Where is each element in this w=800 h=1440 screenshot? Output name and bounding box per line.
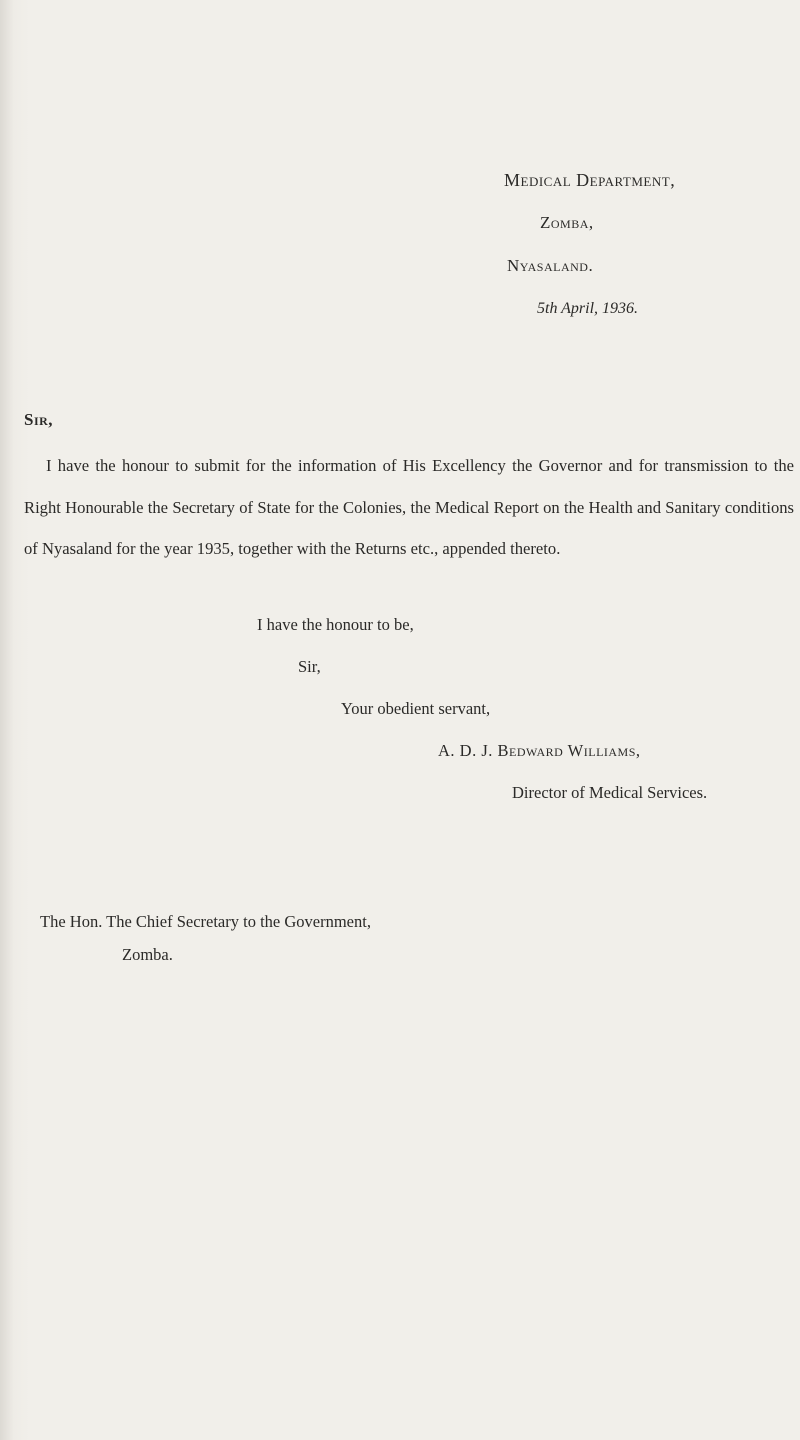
recipient-block [40,905,371,971]
signatory-title: Director of Medical Services. [512,783,708,802]
department-heading: Medical Department, [504,170,676,190]
letter-body: I have the honour to submit for the information of His Excellency the Governor and for transmission to the Right Honourable the Secretary of State for the Colonies, the Medical Report on the Health and Sanitary conditions of Nyasaland for the year 1935, together with the Returns etc., appended thereto. [24,456,794,558]
salutation: Sir, [24,410,54,429]
signatory-name: A. D. J. Bedward Williams, [438,741,641,760]
closing-line-3: Your obedient servant, [341,699,491,718]
closing-line-2: Sir, [298,657,321,676]
recipient-line-1: The Hon. The Chief Secretary to the Government, [40,912,371,931]
recipient-line-2: Zomba. [122,945,173,964]
letter-date: 5th April, 1936. [537,300,639,317]
country-heading: Nyasaland. [507,256,594,275]
closing-line-1: I have the honour to be, [257,615,414,634]
town-heading: Zomba, [540,213,594,232]
